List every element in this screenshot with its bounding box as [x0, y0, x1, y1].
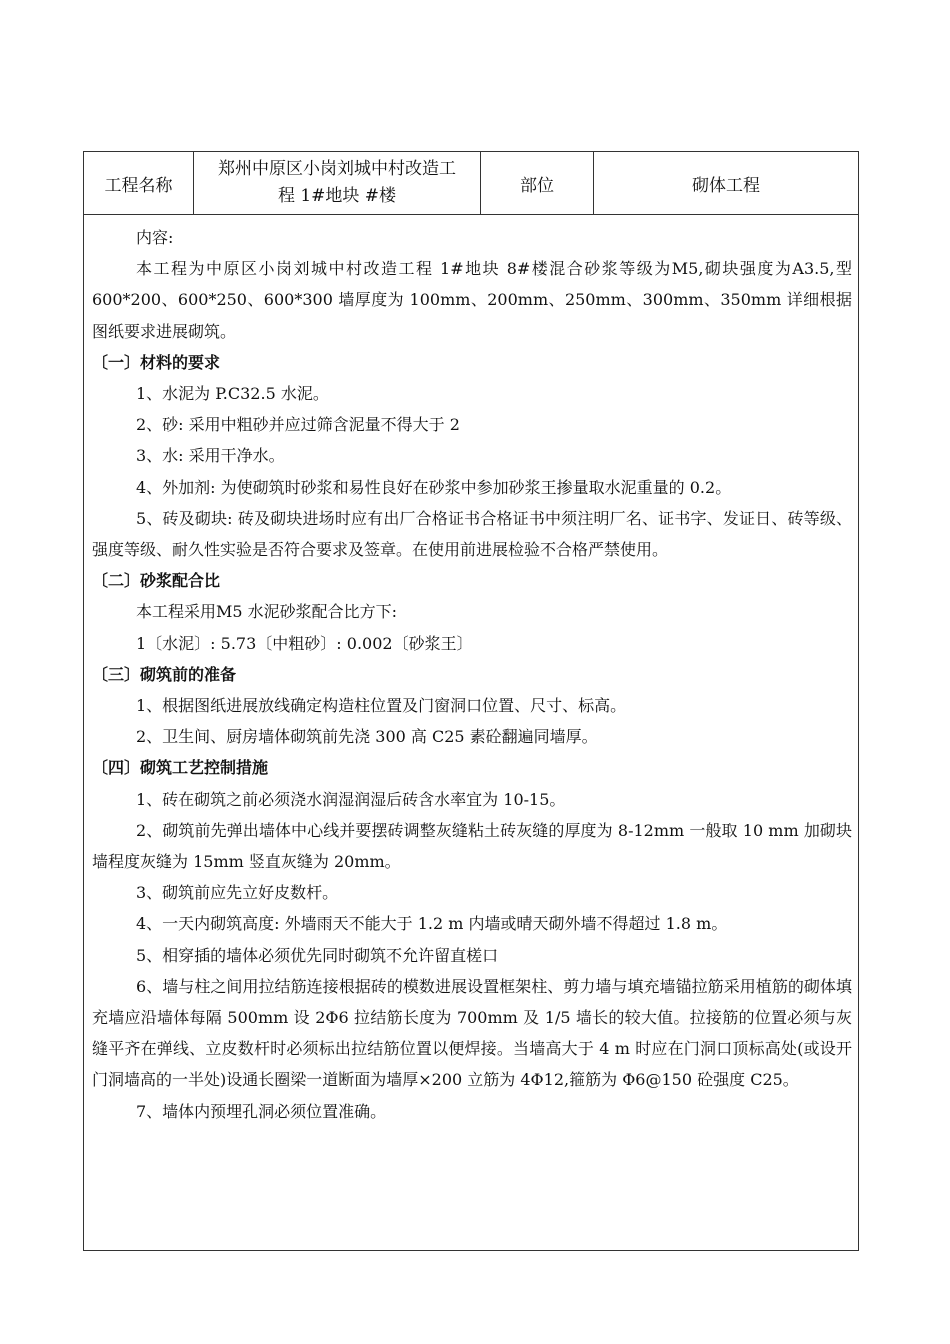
s1-item: 4、外加剂: 为使砌筑时砂浆和易性良好在砂浆中参加砂浆王掺量取水泥重量的 0.2。: [136, 477, 732, 497]
project-name-label: 工程名称: [84, 152, 194, 214]
form-table: [83, 151, 859, 1251]
section-4-title: 〔四〕砌筑工艺控制措施: [92, 758, 269, 778]
s1-item: 1、水泥为 P.C32.5 水泥。: [136, 384, 329, 404]
s2-item: 1〔水泥〕: 5.73〔中粗砂〕: 0.002〔砂浆王〕: [136, 633, 473, 653]
s4-item: 6、墙与柱之间用拉结筋连接根据砖的模数进展设置框架柱、剪力墙与填充墙锚拉筋采用植筋的砌体填充墙应沿墙体每隔 500mm 设 2Φ6 拉结筋长度为 700mm 及 1/5 墙长的较大值。拉接筋的位置必须与灰缝平齐在弹线、立皮数杆时必须标出拉结筋位置以便焊接。当墙高大于 4 m 时应在门洞口顶标高处(或设开门洞墙高的一半处)设通长圈梁一道断面为墙厚×200 立筋为 4Φ12,箍筋为 Φ6@150 砼强度 C25。: [92, 976, 852, 1090]
s1-item: 5、砖及砌块: 砖及砌块进场时应有出厂合格证书合格证书中须注明厂名、证书字、发证日、砖等级、强度等级、耐久性实验是否符合要求及签章。在使用前进展检验不合格严禁使用。: [92, 508, 852, 560]
section-3-title: 〔三〕砌筑前的准备: [92, 664, 237, 684]
project-name-line-1: 郑州中原区小岗刘城中村改造工: [218, 159, 456, 179]
intro-paragraph: 本工程为中原区小岗刘城中村改造工程 1#地块 8#楼混合砂浆等级为M5,砌块强度为A3.5,型 600*200、600*250、600*300 墙厚度为 100mm、200mm、250mm、300mm、350mm 详细根据图纸要求进展砌筑。: [92, 259, 852, 341]
s4-item: 4、一天内砌筑高度: 外墙雨天不能大于 1.2 m 内墙或晴天砌外墙不得超过 1.8 m。: [136, 914, 728, 934]
s1-item: 3、水: 采用干净水。: [136, 446, 285, 466]
part-label: 部位: [481, 152, 594, 214]
project-name-value: [194, 152, 481, 214]
s2-item: 本工程采用M5 水泥砂浆配合比方下:: [136, 602, 398, 622]
section-1-title: 〔一〕材料的要求: [92, 352, 221, 372]
s3-item: 1、根据图纸进展放线确定构造柱位置及门窗洞口位置、尺寸、标高。: [136, 696, 627, 716]
s4-item: 2、砌筑前先弹出墙体中心线并要摆砖调整灰缝粘土砖灰缝的厚度为 8-12mm 一般取 10 mm 加砌块墙程度灰缝为 15mm 竖直灰缝为 20mm。: [92, 820, 852, 872]
content-label: 内容:: [136, 228, 174, 247]
header-row: [84, 152, 858, 215]
s4-item: 1、砖在砌筑之前必须浇水润湿润湿后砖含水率宜为 10-15。: [136, 789, 566, 809]
s4-item: 5、相穿插的墙体必须优先同时砌筑不允许留直槎口: [136, 945, 499, 965]
s1-item: 2、砂: 采用中粗砂并应过筛含泥量不得大于 2: [136, 415, 460, 435]
s4-item: 7、墙体内预埋孔洞必须位置准确。: [136, 1101, 387, 1121]
section-2-title: 〔二〕砂浆配合比: [92, 571, 221, 591]
content-body: [92, 222, 852, 1127]
s3-item: 2、卫生间、厨房墙体砌筑前先浇 300 高 C25 素砼翻遍同墙厚。: [136, 727, 598, 747]
project-name-line-2: 程 1#地块 #楼: [277, 186, 397, 206]
part-value: 砌体工程: [692, 175, 760, 196]
s4-item: 3、砌筑前应先立好皮数杆。: [136, 883, 339, 903]
